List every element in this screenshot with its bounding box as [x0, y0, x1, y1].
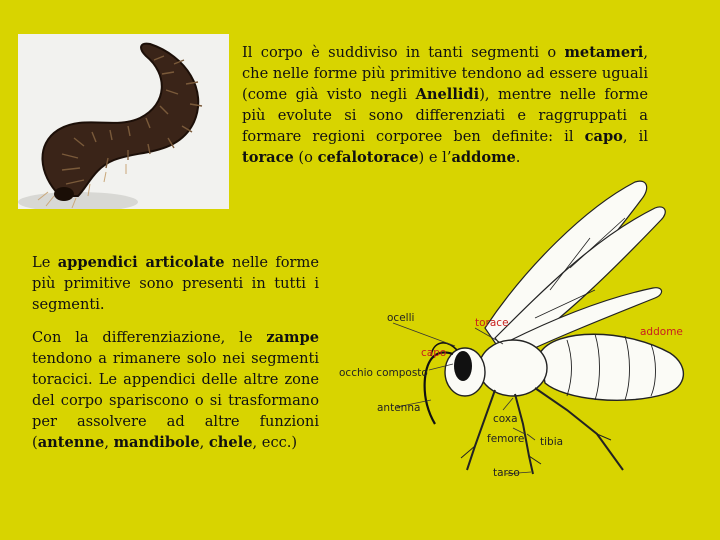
label-coxa: coxa: [493, 413, 518, 425]
term-cefalotorace: cefalotorace: [317, 149, 419, 166]
millipede-photo: [18, 34, 229, 209]
term-capo: capo: [584, 128, 623, 145]
term-torace: torace: [242, 149, 294, 166]
wings: [485, 181, 665, 358]
term-anellidi: Anellidi: [415, 86, 480, 103]
label-antenna: antenna: [377, 402, 421, 414]
term-appendici-articolate: appendici articolate: [57, 254, 225, 271]
label-tibia: tibia: [540, 436, 564, 448]
term-mandibole: mandibole: [113, 434, 200, 451]
term-chele: chele: [208, 434, 253, 451]
label-occhio-composto: occhio composto: [339, 367, 428, 379]
appendages-paragraph: Le appendici articolate nelle forme più primitive sono presenti in tutti i segmenti.: [32, 254, 319, 313]
label-torace: torace: [475, 317, 509, 329]
wasp-anatomy-diagram: [335, 178, 715, 483]
label-femore: femore: [487, 433, 525, 445]
compound-eye-shape: [454, 351, 472, 381]
term-zampe: zampe: [266, 329, 319, 346]
label-tarso: tarso: [493, 467, 520, 479]
label-capo: capo: [421, 347, 447, 359]
label-ocelli: ocelli: [387, 312, 415, 324]
term-antenne: antenne: [37, 434, 105, 451]
intro-paragraph: Il corpo è suddiviso in tanti segmenti o metameri, che nelle forme più primitive tendono ad essere uguali (come già visto negli Anellidi), mentre nelle forme più evolute si sono differenziati e raggruppati a formare regioni corporee ben definite: il capo, il torace (o cefalotorace) e l’addome.: [242, 44, 648, 166]
term-metameri: metameri: [564, 44, 644, 61]
abdomen-shape: [540, 334, 683, 400]
thorax-shape: [479, 340, 547, 396]
term-addome: addome: [451, 149, 516, 166]
label-addome: addome: [640, 326, 683, 338]
differentiation-paragraph: Con la differenziazione, le zampe tendono a rimanere solo nei segmenti toracici. Le appendici delle altre zone del corpo spariscono o si trasformano per assolvere ad altre funzioni (antenne, mandibole, chele, ecc.): [32, 329, 319, 451]
